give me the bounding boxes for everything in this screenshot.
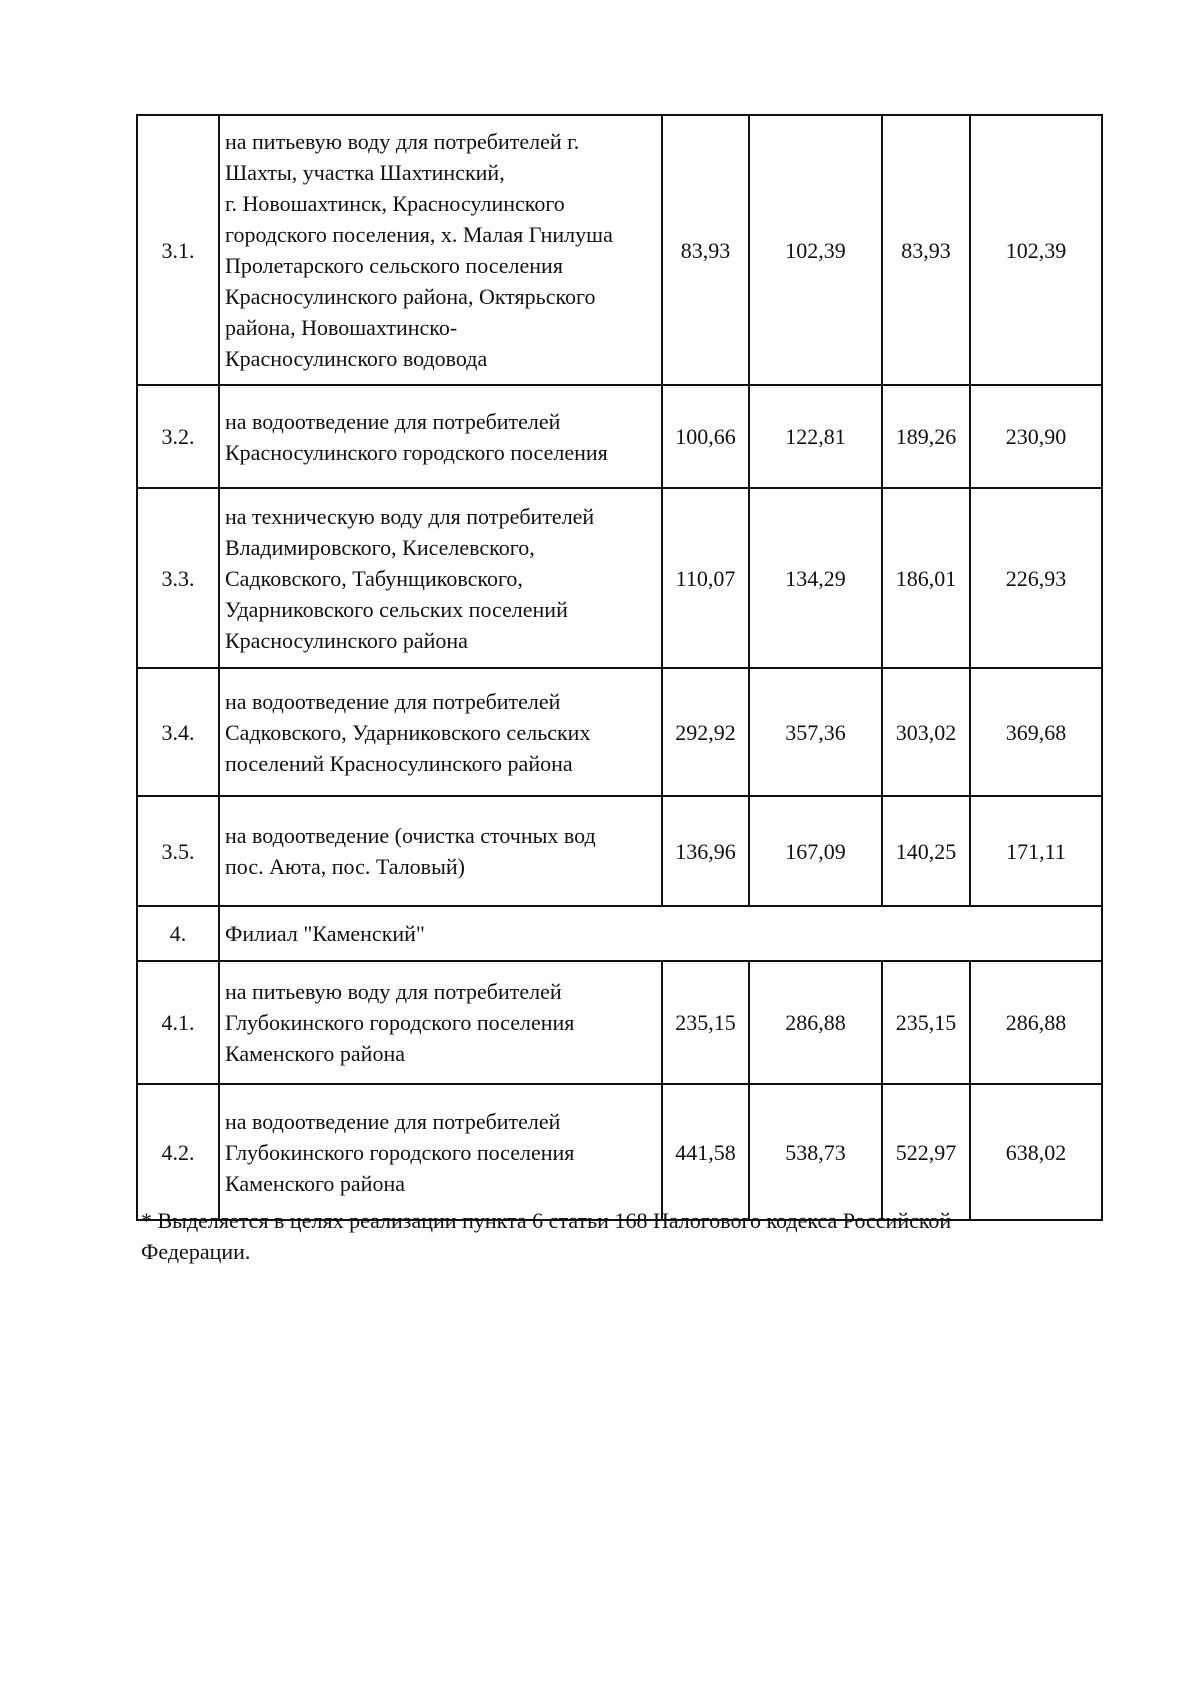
footnote	[141, 1205, 1101, 1267]
tariff-value-3: 140,25	[882, 796, 970, 906]
tariff-value-2: 134,29	[749, 488, 882, 668]
tariff-value-2: 286,88	[749, 961, 882, 1084]
row-number: 4.2.	[137, 1084, 219, 1220]
description-line: Садковского, Табунщиковского,	[225, 565, 523, 591]
row-number: 3.1.	[137, 115, 219, 385]
description-line: Ударниковского сельских поселений	[225, 596, 568, 622]
tariff-value-3: 83,93	[882, 115, 970, 385]
description-line: Владимировского, Киселевского,	[225, 534, 535, 560]
tariff-table-body	[137, 115, 1102, 1220]
row-description	[219, 961, 662, 1084]
description-line: на питьевую воду для потребителей г.	[225, 129, 580, 154]
description-line: Каменского района	[225, 1041, 405, 1066]
table-row	[137, 1084, 1102, 1220]
tariff-value-3: 189,26	[882, 385, 970, 488]
description-line: на водоотведение для потребителей	[225, 408, 561, 434]
tariff-value-2: 538,73	[749, 1084, 882, 1220]
row-number: 3.2.	[137, 385, 219, 488]
tariff-value-1: 441,58	[662, 1084, 749, 1220]
tariff-value-1: 100,66	[662, 385, 749, 488]
tariff-value-1: 110,07	[662, 488, 749, 668]
tariff-value-2: 167,09	[749, 796, 882, 906]
tariff-value-4: 171,11	[970, 796, 1102, 906]
description-line: Глубокинского городского поселения	[225, 1139, 575, 1165]
row-number: 4.	[137, 906, 219, 961]
description-line: Красносулинского района, Октярьского	[225, 284, 596, 309]
row-description	[219, 1084, 662, 1220]
tariff-value-3: 303,02	[882, 668, 970, 796]
tariff-value-1: 292,92	[662, 668, 749, 796]
tariff-value-4: 226,93	[970, 488, 1102, 668]
row-description	[219, 385, 662, 488]
row-description	[219, 796, 662, 906]
tariff-value-4: 286,88	[970, 961, 1102, 1084]
tariff-value-3: 186,01	[882, 488, 970, 668]
description-line: на техническую воду для потребителей	[225, 503, 595, 529]
table-row	[137, 115, 1102, 385]
tariff-value-2: 122,81	[749, 385, 882, 488]
description-line: на питьевую воду для потребителей	[225, 979, 562, 1004]
branch-row	[137, 906, 1102, 961]
description-line: г. Новошахтинск, Красносулинского	[225, 191, 565, 216]
tariff-value-1: 136,96	[662, 796, 749, 906]
description-line: Шахты, участка Шахтинский,	[225, 160, 505, 185]
table-row	[137, 796, 1102, 906]
table-row	[137, 488, 1102, 668]
description-line: района, Новошахтинско-	[225, 315, 458, 340]
row-number: 3.5.	[137, 796, 219, 906]
table-row	[137, 961, 1102, 1084]
description-line: городского поселения, х. Малая Гнилуша	[225, 222, 613, 247]
tariff-value-2: 102,39	[749, 115, 882, 385]
tariff-value-4: 102,39	[970, 115, 1102, 385]
tariff-value-4: 638,02	[970, 1084, 1102, 1220]
row-description	[219, 488, 662, 668]
description-line: Красносулинского водовода	[225, 346, 488, 371]
tariff-value-3: 235,15	[882, 961, 970, 1084]
description-line: Пролетарского сельского поселения	[225, 253, 563, 278]
tariff-value-1: 235,15	[662, 961, 749, 1084]
table-row	[137, 668, 1102, 796]
description-line: на водоотведение для потребителей	[225, 1108, 561, 1134]
tariff-table	[136, 114, 1103, 1221]
footnote-line: * Выделяется в целях реализации пункта 6 статьи 168 Налогового кодекса Российской	[141, 1208, 952, 1233]
row-description	[219, 668, 662, 796]
row-number: 3.4.	[137, 668, 219, 796]
tariff-value-2: 357,36	[749, 668, 882, 796]
description-line: пос. Аюта, пос. Таловый)	[225, 854, 465, 879]
branch-title: Филиал "Каменский"	[219, 906, 1102, 961]
description-line: поселений Красносулинского района	[225, 750, 573, 776]
tariff-value-3: 522,97	[882, 1084, 970, 1220]
description-line: Садковского, Ударниковского сельских	[225, 719, 591, 745]
description-line: Каменского района	[225, 1170, 405, 1196]
description-line: на водоотведение (очистка сточных вод	[225, 823, 596, 848]
footnote-line: Федерации.	[141, 1239, 251, 1264]
description-line: Глубокинского городского поселения	[225, 1010, 575, 1035]
row-number: 4.1.	[137, 961, 219, 1084]
description-line: на водоотведение для потребителей	[225, 688, 561, 714]
tariff-value-4: 230,90	[970, 385, 1102, 488]
tariff-value-1: 83,93	[662, 115, 749, 385]
table-row	[137, 385, 1102, 488]
description-line: Красносулинского городского поселения	[225, 439, 608, 465]
tariff-value-4: 369,68	[970, 668, 1102, 796]
description-line: Красносулинского района	[225, 627, 468, 653]
row-description	[219, 115, 662, 385]
row-number: 3.3.	[137, 488, 219, 668]
